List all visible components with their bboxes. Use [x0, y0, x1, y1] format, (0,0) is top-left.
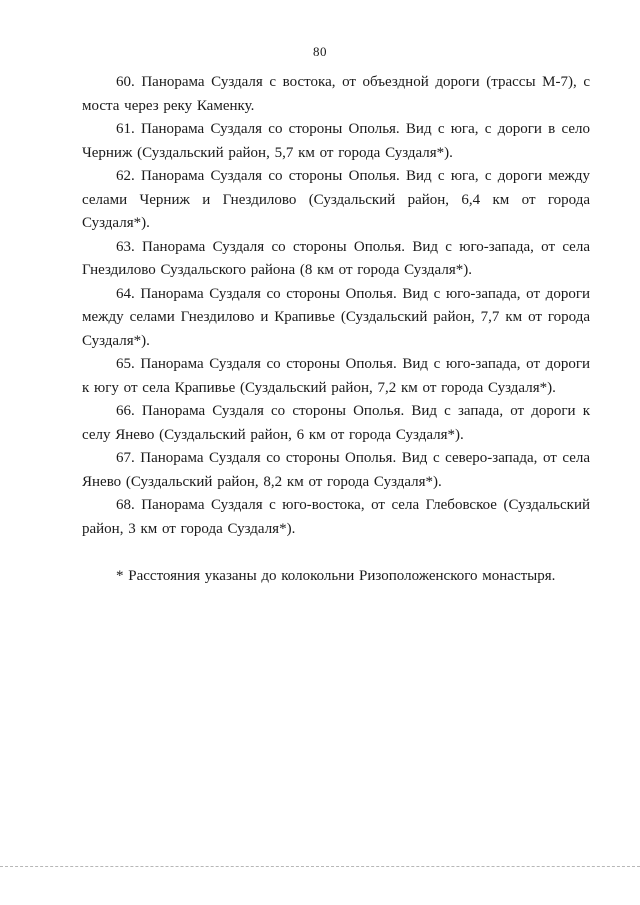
document-body — [82, 71, 590, 589]
footnote: * Расстояния указаны до колокольни Ризоположенского монастыря. — [116, 568, 556, 584]
list-item: 67. Панорама Суздаля со стороны Ополья. Вид с северо-запада, от села Янево (Суздальский район, 8,2 км от города Суздаля*). — [82, 450, 590, 490]
list-item: 61. Панорама Суздаля со стороны Ополья. Вид с юга, с дороги в село Черниж (Суздальский район, 5,7 км от города Суздаля*). — [82, 121, 590, 161]
list-item: 60. Панорама Суздаля с востока, от объездной дороги (трассы М-7), с моста через реку Каменку. — [82, 74, 590, 114]
list-item: 62. Панорама Суздаля со стороны Ополья. Вид с юга, с дороги между селами Черниж и Гнездилово (Суздальский район, 6,4 км от города Суздаля*). — [82, 168, 590, 231]
list-item: 63. Панорама Суздаля со стороны Ополья. Вид с юго-запада, от села Гнездилово Суздальского района (8 км от города Суздаля*). — [82, 238, 590, 278]
list-item: 68. Панорама Суздаля с юго-востока, от села Глебовское (Суздальский район, 3 км от города Суздаля*). — [82, 497, 590, 537]
page-number: 80 — [313, 44, 327, 59]
list-item: 65. Панорама Суздаля со стороны Ополья. Вид с юго-запада, от дороги к югу от села Крапивье (Суздальский район, 7,2 км от города Суздаля*). — [82, 356, 590, 396]
list-item: 64. Панорама Суздаля со стороны Ополья. Вид с юго-запада, от дороги между селами Гнездилово и Крапивье (Суздальский район, 7,7 км от города Суздаля*). — [82, 285, 590, 349]
scan-edge-divider — [0, 866, 640, 868]
list-item: 66. Панорама Суздаля со стороны Ополья. Вид с запада, от дороги к селу Янево (Суздальский район, 6 км от города Суздаля*). — [82, 403, 590, 443]
